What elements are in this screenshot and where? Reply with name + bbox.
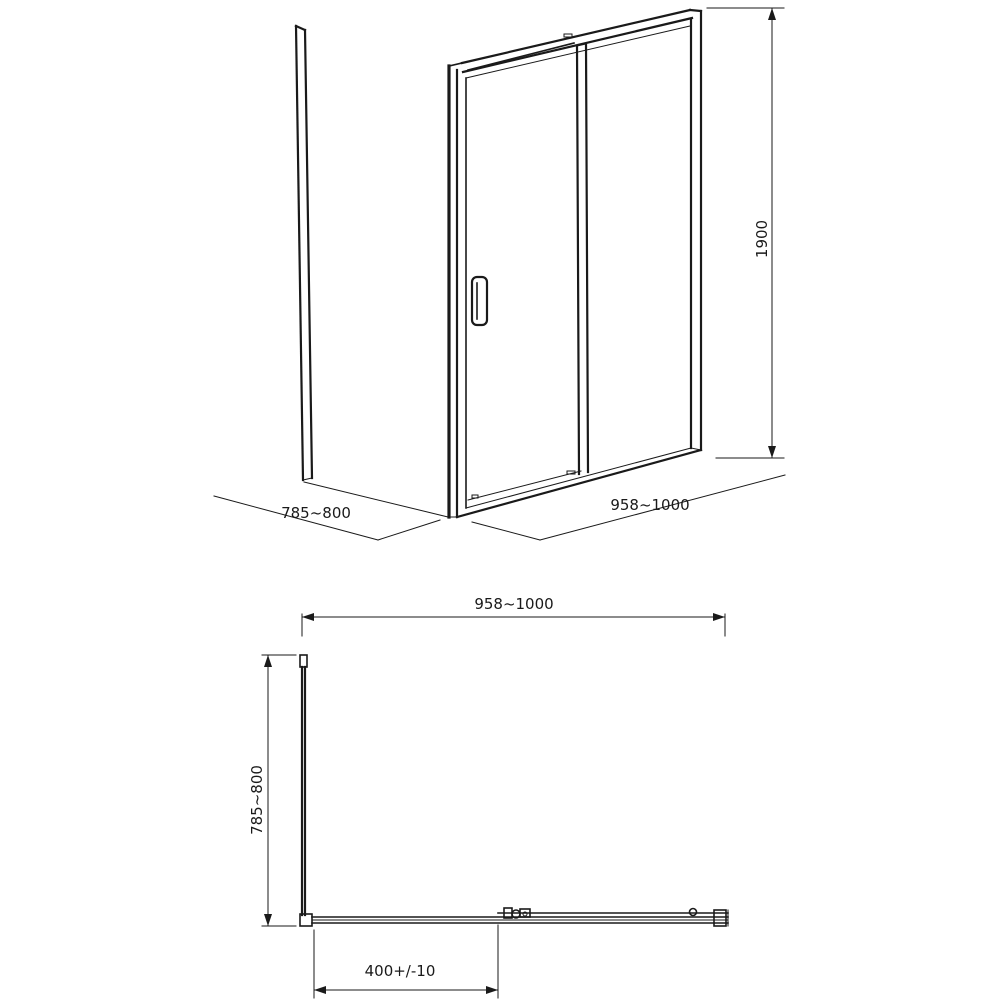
plan-width-dimension bbox=[302, 613, 725, 636]
depth-label: 785~800 bbox=[281, 504, 351, 522]
corner-profile bbox=[448, 63, 462, 517]
opening-label: 400+/-10 bbox=[364, 962, 436, 980]
plan-depth-dimension bbox=[262, 655, 296, 926]
plan-depth-label: 785~800 bbox=[248, 765, 266, 835]
plan-view bbox=[248, 595, 728, 998]
door-handle-icon bbox=[472, 277, 487, 325]
side-panel bbox=[296, 26, 448, 517]
height-dimension bbox=[707, 8, 784, 458]
perspective-view bbox=[214, 8, 785, 540]
door-meeting-profile bbox=[577, 44, 588, 474]
plan-side-panel bbox=[300, 655, 307, 915]
plan-width-label: 958~1000 bbox=[474, 595, 554, 613]
width-label: 958~1000 bbox=[610, 496, 690, 514]
height-label: 1900 bbox=[753, 219, 771, 259]
roller-marks bbox=[472, 34, 575, 498]
